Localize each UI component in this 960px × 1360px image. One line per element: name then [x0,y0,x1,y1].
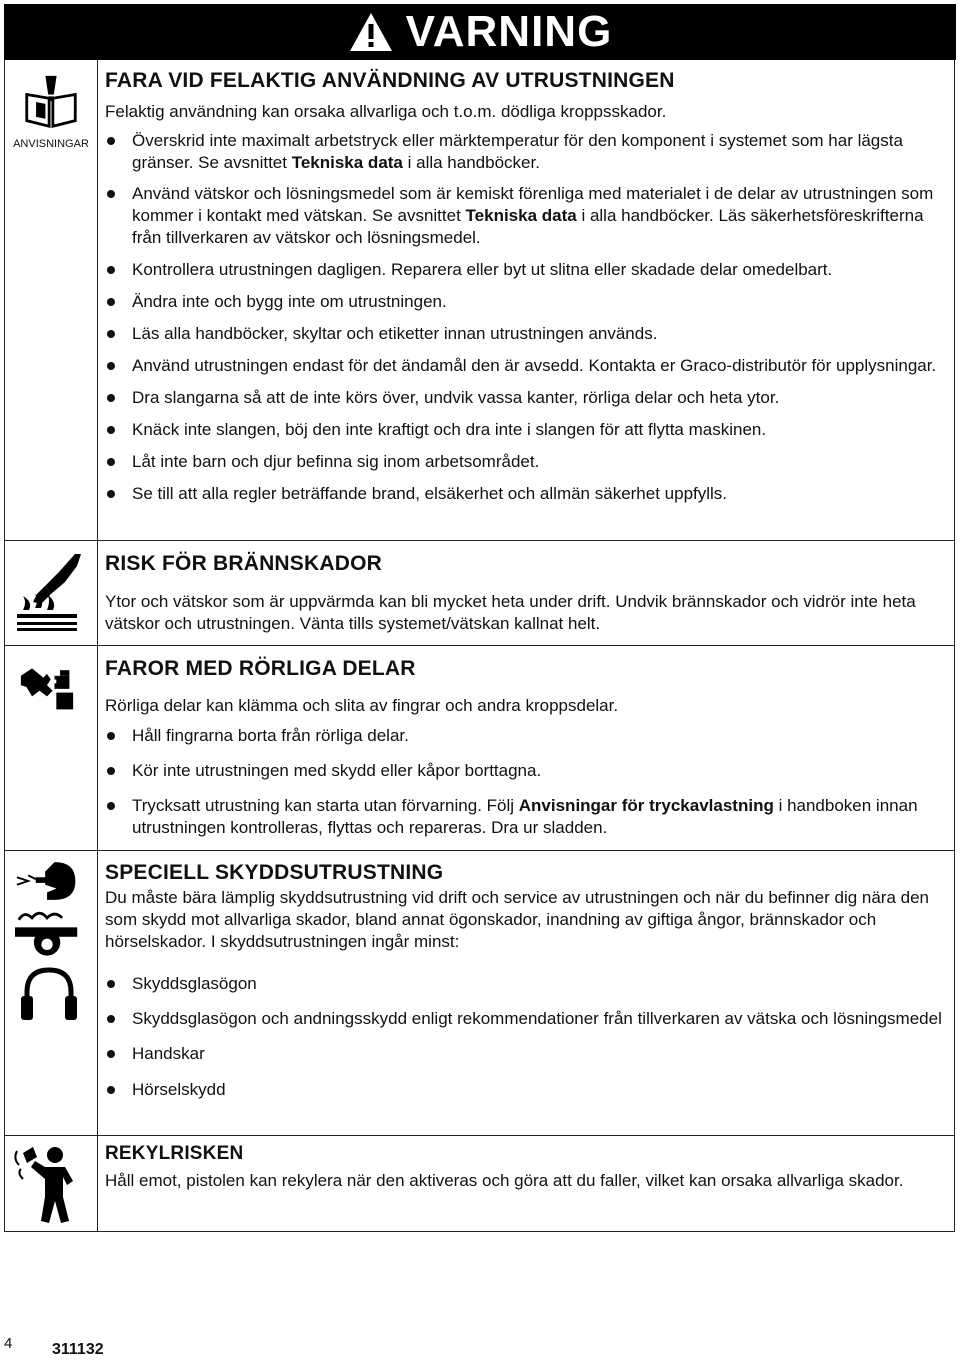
section-title: FAROR MED RÖRLIGA DELAR [105,657,416,680]
list-item: Ändra inte och bygg inte om utrustningen. [105,291,950,313]
list-item: Hörselskydd [105,1079,950,1101]
list-item: Se till att alla regler beträffande brand, elsäkerhet och allmän säkerhet uppfylls. [105,483,950,505]
respirator-icon [15,906,81,960]
eye-protection-icon [15,860,81,902]
text-span: Överskrid inte maximalt arbetstryck eller märktemperatur för den komponent i systemet som har lägsta gränser. Se avsnittet [132,131,903,172]
list-item [105,183,950,249]
list-item [105,130,950,174]
section-text: Ytor och vätskor som är uppvärmda kan bli mycket heta under drift. Undvik brännskador och vidrör inte heta vätskor och utrustningen. Vänta tills systemet/vätskan kallnat helt. [105,592,916,633]
section-title: FARA VID FELAKTIG ANVÄNDNING AV UTRUSTNINGEN [105,69,675,92]
moving-parts-icon [19,659,75,715]
list-item [105,795,950,839]
bullet-list [105,973,950,1101]
header-title: VARNING [405,7,613,56]
list-item: Håll fingrarna borta från rörliga delar. [105,725,950,747]
list-item: Kör inte utrustningen med skydd eller kåpor borttagna. [105,760,950,782]
kickback-icon [13,1145,83,1225]
document-number: 311132 [52,1341,104,1358]
section-content [105,70,950,505]
text-span: i alla handböcker. [402,153,540,172]
row-divider [5,540,954,541]
row-divider [5,1135,954,1136]
read-manual-icon [23,74,79,130]
row-divider [5,645,954,646]
section-content [105,1143,950,1192]
text-span: Använd vätskor och lösningsmedel som är kemiskt förenliga med materialet i de delar av utrustningen som kommer i kontakt med vätskan. Se avsnittet [132,184,934,225]
bullet-list [105,130,950,505]
text-span: Trycksatt utrustning kan starta utan förvarning. Följ [132,796,519,815]
section-title: SPECIELL SKYDDSUTRUSTNING [105,861,444,884]
section-content [105,862,950,1101]
list-item: Skyddsglasögon och andningsskydd enligt rekommendationer från tillverkaren av vätska och lösningsmedel [105,1008,950,1030]
bold-reference: Tekniska data [291,153,403,172]
hot-surface-icon [15,552,85,632]
instructions-label: ANVISNINGAR [13,138,89,150]
row-divider [5,850,954,851]
hearing-protection-icon [19,966,79,1022]
section-intro: Rörliga delar kan klämma och slita av fingrar och andra kroppsdelar. [105,696,619,715]
section-intro: Felaktig användning kan orsaka allvarliga och t.o.m. dödliga kroppsskador. [105,102,667,121]
text-span: i alla handböcker. Läs säkerhetsföreskrifterna från tillverkaren av vätskor och lösningsmedel. [132,206,924,247]
bullet-list [105,725,950,839]
section-title: REKYLRISKEN [105,1143,244,1164]
list-item: Använd utrustningen endast för det ändamål den är avsedd. Kontakta er Graco-distributör för upplysningar. [105,355,950,377]
warning-triangle-icon [348,11,394,53]
section-title: RISK FÖR BRÄNNSKADOR [105,552,382,575]
bold-reference: Tekniska data [465,206,577,225]
list-item: Handskar [105,1043,950,1065]
section-text: Håll emot, pistolen kan rekylera när den aktiveras och göra att du faller, vilket kan orsaka allvarliga skador. [105,1171,904,1190]
page-number: 4 [4,1335,13,1352]
list-item: Skyddsglasögon [105,973,950,995]
list-item: Dra slangarna så att de inte körs över, undvik vassa kanter, rörliga delar och heta ytor. [105,387,950,409]
warning-table [4,60,955,1232]
text-span: i handboken innan utrustningen kontrolleras, flyttas och repareras. Dra ur sladden. [132,796,918,837]
list-item: Knäck inte slangen, böj den inte kraftigt och dra inte i slangen för att flytta maskinen. [105,419,950,441]
list-item: Läs alla handböcker, skyltar och etiketter innan utrustningen används. [105,323,950,345]
section-intro: Du måste bära lämplig skyddsutrustning vid drift och service av utrustningen och när du befinner dig nära den som skydd mot allvarliga skador, bland annat ögonskador, inandning av giftiga ångor, brännskador och hörselskador. I skyddsutrustningen ingår minst: [105,888,930,951]
section-content [105,553,950,635]
list-item: Kontrollera utrustningen dagligen. Reparera eller byt ut slitna eller skadade delar omedelbart. [105,259,950,281]
bold-reference: Anvisningar för tryckavlastning [518,796,774,815]
section-content [105,658,950,839]
warning-header [4,4,956,60]
list-item: Låt inte barn och djur befinna sig inom arbetsområdet. [105,451,950,473]
